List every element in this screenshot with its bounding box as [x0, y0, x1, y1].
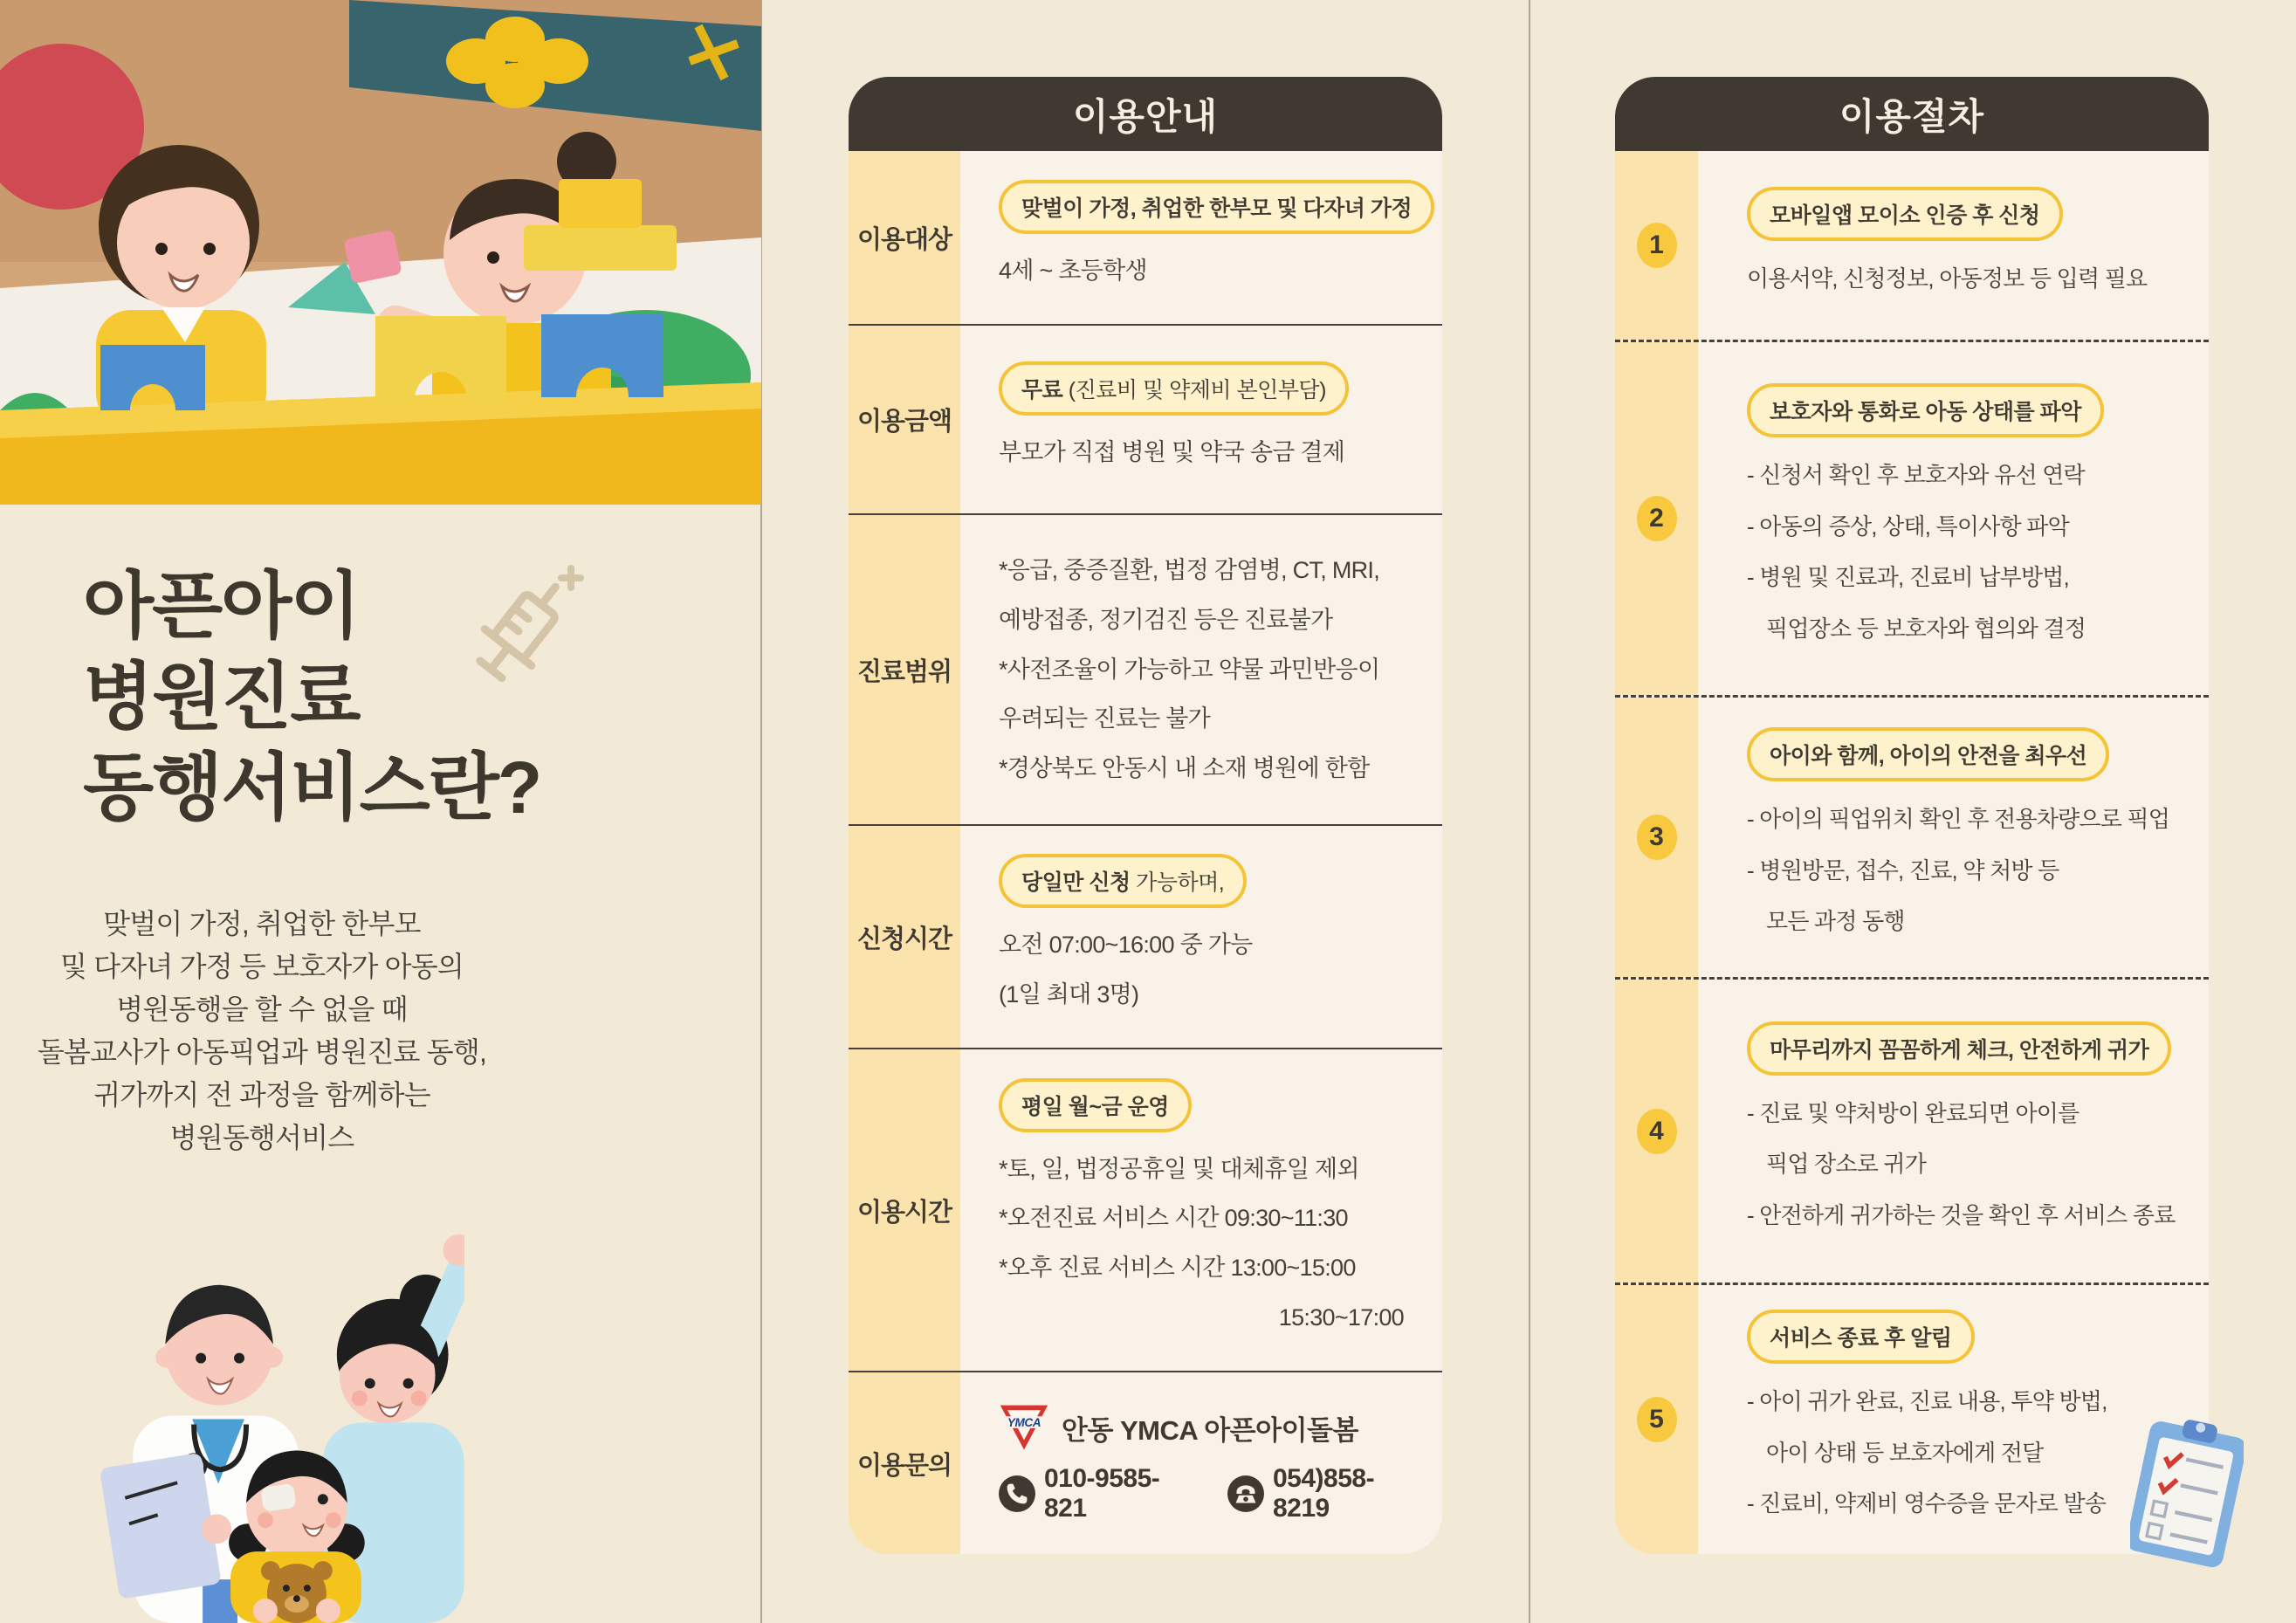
- procedure-step-1: [1615, 151, 2209, 342]
- description-line: 병원동행서비스: [169, 1122, 354, 1153]
- phone-icon: [999, 1475, 1035, 1512]
- contact-phone-office: 054)858-8219: [1272, 1464, 1375, 1523]
- usage-row-label: 신청시간: [849, 826, 960, 1048]
- step-text: 픽업 장소로 귀가: [1766, 1151, 1927, 1178]
- usage-guide-header: 이용안내: [849, 77, 1442, 151]
- badge-bold-text: 당일만 신청: [1021, 870, 1131, 896]
- usage-row-contact: [849, 1372, 1442, 1554]
- step-text: 이용서약, 신청정보, 아동정보 등 입력 필요: [1747, 265, 2148, 292]
- badge-bold-text: 서비스 종료 후 알림: [1770, 1326, 1952, 1351]
- step-number-strip: [1615, 1285, 1698, 1554]
- step-text: - 안전하게 귀가하는 것을 확인 후 서비스 종료: [1747, 1201, 2176, 1228]
- step-content: [1698, 698, 2209, 977]
- usage-row-label: 이용문의: [849, 1372, 960, 1554]
- step-text: - 아동의 증상, 상태, 특이사항 파악: [1747, 512, 2069, 540]
- usage-row-content: [960, 1372, 1442, 1554]
- badge-bold-text: 무료: [1021, 378, 1063, 403]
- usage-row-content: [960, 1049, 1442, 1371]
- step-number-strip: [1615, 151, 1698, 340]
- children-playing-photo: [0, 0, 761, 505]
- ymca-logo: [999, 1403, 1049, 1452]
- badge-rest-text: 가능하며,: [1130, 870, 1225, 896]
- procedure-step-2: [1615, 342, 2209, 698]
- description-line: 돌봄교사가 아동픽업과 병원진료 동행,: [37, 1036, 487, 1068]
- highlight-badge: [999, 361, 1349, 416]
- step-content: [1698, 151, 2209, 340]
- step-text: 픽업장소 등 보호자와 협의와 결정: [1766, 615, 2086, 642]
- usage-row-service-time: [849, 1049, 1442, 1372]
- step-text: - 아이의 픽업위치 확인 후 전용차량으로 픽업: [1747, 806, 2170, 833]
- badge-bold-text: 모바일앱 모이소 인증 후 신청: [1770, 203, 2040, 228]
- title-line-3: 동행서비스란?: [83, 746, 541, 829]
- usage-row-content: [960, 326, 1442, 513]
- step-number-badge: 5: [1637, 1397, 1677, 1442]
- usage-row-text: 15:30~17:00: [1278, 1303, 1404, 1331]
- usage-row-text: (1일 최대 3명): [999, 981, 1139, 1007]
- contact-phone-mobile: 010-9585-821: [1044, 1464, 1160, 1523]
- step-number-strip: [1615, 342, 1698, 695]
- usage-row-content: [960, 515, 1442, 824]
- highlight-badge: [1747, 1021, 2171, 1076]
- svg-text:YMCA: YMCA: [1007, 1416, 1041, 1430]
- description-line: 및 다자녀 가정 등 보호자가 아동의: [59, 951, 464, 982]
- step-text: 아이 상태 등 보호자에게 전달: [1766, 1439, 2044, 1466]
- step-text: - 진료 및 약처방이 완료되면 아이를: [1747, 1099, 2079, 1126]
- highlight-badge: [1747, 1310, 1975, 1364]
- fold-divider-right: [1529, 0, 1530, 1623]
- step-number-badge: 4: [1637, 1109, 1677, 1154]
- usage-row-text: 오전 07:00~16:00 중 가능: [999, 932, 1253, 959]
- badge-bold-text: 마무리까지 꼼꼼하게 체크, 안전하게 귀가: [1770, 1037, 2149, 1063]
- usage-row-content: [960, 826, 1442, 1048]
- step-number-strip: [1615, 980, 1698, 1283]
- usage-row-text: *응급, 중증질환, 법정 감염병, CT, MRI,: [999, 557, 1380, 584]
- step-text: - 병원방문, 접수, 진료, 약 처방 등: [1747, 856, 2059, 884]
- badge-bold-text: 보호자와 통화로 아동 상태를 파악: [1770, 400, 2081, 424]
- step-text: - 아이 귀가 완료, 진료 내용, 투약 방법,: [1747, 1388, 2107, 1415]
- procedure-step-5: [1615, 1285, 2209, 1554]
- highlight-badge: [1747, 383, 2104, 437]
- usage-row-text: *오후 진료 서비스 시간 13:00~15:00: [999, 1255, 1356, 1281]
- description-line: 병원동행을 할 수 없을 때: [116, 994, 408, 1025]
- procedure-step-4: [1615, 980, 2209, 1285]
- badge-bold-text: 맞벌이 가정, 취업한 한부모 및 다자녀 가정: [1021, 196, 1413, 221]
- step-text: - 신청서 확인 후 보호자와 유선 연락: [1747, 462, 2085, 488]
- title-line-1: 아픈아이: [83, 565, 360, 647]
- step-text: - 병원 및 진료과, 진료비 납부방법,: [1747, 564, 2069, 590]
- usage-row-content: [960, 151, 1442, 324]
- procedure-header: 이용절차: [1615, 77, 2209, 151]
- step-text: 모든 과정 동행: [1766, 908, 1905, 935]
- usage-row-label: 진료범위: [849, 515, 960, 824]
- contact-phone-line: [999, 1464, 1430, 1523]
- usage-row-text: 우려되는 진료는 불가: [999, 705, 1211, 732]
- usage-row-text: 부모가 직접 병원 및 약국 송금 결제: [999, 439, 1345, 466]
- highlight-badge: [999, 180, 1434, 234]
- usage-row-text: 4세 ~ 초등학생: [999, 257, 1147, 284]
- usage-row-text: *토, 일, 법정공휴일 및 대체휴일 제외: [999, 1155, 1359, 1182]
- usage-row-text: *사전조율이 가능하고 약물 과민반응이: [999, 656, 1380, 683]
- usage-row-label: 이용금액: [849, 326, 960, 513]
- usage-row-label: 이용대상: [849, 151, 960, 324]
- highlight-badge: [1747, 727, 2109, 781]
- highlight-badge: [999, 854, 1247, 908]
- description-line: 맞벌이 가정, 취업한 한부모: [103, 908, 421, 939]
- syringe-icon: [450, 559, 589, 707]
- usage-row-fee: [849, 326, 1442, 515]
- step-content: [1698, 980, 2209, 1283]
- step-content: [1698, 342, 2209, 695]
- usage-row-text: *경상북도 안동시 내 소재 병원에 한함: [999, 755, 1370, 782]
- usage-row-target: [849, 151, 1442, 326]
- telephone-icon: [1227, 1475, 1264, 1512]
- usage-row-scope: [849, 515, 1442, 826]
- highlight-badge: [1747, 187, 2063, 241]
- step-number-badge: 3: [1637, 815, 1677, 860]
- step-text: - 진료비, 약제비 영수증을 문자로 발송: [1747, 1490, 2107, 1517]
- clipboard-illustration: [2130, 1416, 2244, 1569]
- procedure-card: [1615, 77, 2209, 1554]
- usage-row-text: *오전진료 서비스 시간 09:30~11:30: [999, 1205, 1348, 1232]
- usage-row-label: 이용시간: [849, 1049, 960, 1371]
- service-description: [0, 903, 524, 1159]
- badge-rest-text: (진료비 및 약제비 본인부담): [1062, 378, 1326, 403]
- title-line-2: 병원진료: [83, 656, 360, 738]
- contact-org-line: [999, 1403, 1430, 1452]
- contact-org-name: 안동 YMCA 아픈아이돌봄: [1062, 1414, 1358, 1446]
- step-number-badge: 2: [1637, 496, 1677, 541]
- usage-row-apply-time: [849, 826, 1442, 1049]
- badge-bold-text: 아이와 함께, 아이의 안전을 최우선: [1770, 744, 2087, 769]
- step-number-strip: [1615, 698, 1698, 977]
- step-number-badge: 1: [1637, 223, 1677, 268]
- description-line: 귀가까지 전 과정을 함께하는: [93, 1079, 430, 1111]
- usage-guide-card: [849, 77, 1442, 1554]
- highlight-badge: [999, 1078, 1192, 1132]
- procedure-step-3: [1615, 698, 2209, 980]
- doctor-family-illustration: [45, 1205, 464, 1623]
- badge-bold-text: 평일 월~금 운영: [1021, 1094, 1169, 1119]
- usage-row-text: 예방접종, 정기검진 등은 진료불가: [999, 606, 1333, 633]
